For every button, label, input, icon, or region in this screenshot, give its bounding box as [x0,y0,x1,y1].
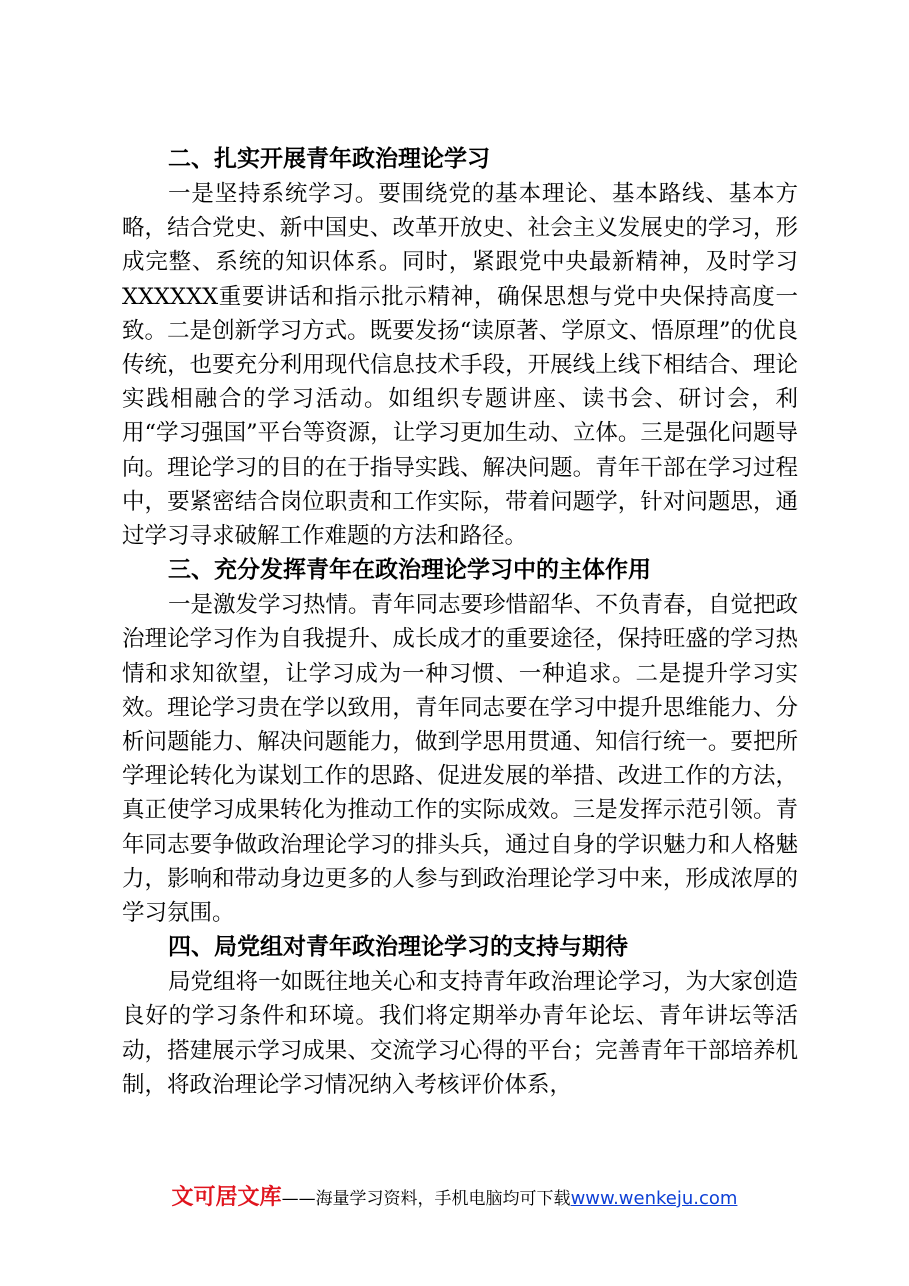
section-heading-4: 四、局党组对青年政治理论学习的支持与期待 [168,934,628,961]
section-paragraph-4: 局党组将一如既往地关心和支持青年政治理论学习，为大家创造良好的学习条件和环境。我们将定期举办青年论坛、青年讲坛等活动，搭建展示学习成果、交流学习心得的平台；完善青年干部培养机制，将政治理论学习情况纳入考核评价体系， [122,969,799,1098]
footer-slogan: ——海量学习资料，手机电脑均可下载 [281,1189,571,1209]
section-heading-2: 二、扎实开展青年政治理论学习 [168,146,490,172]
section-paragraph-2: 一是坚持系统学习。要围绕党的基本理论、基本路线、基本方略，结合党史、新中国史、改革开放史、社会主义发展史的学习，形成完整、系统的知识体系。同时，紧跟党中央最新精神，及时学习XXXXXX重要讲话和指示批示精神，确保思想与党中央保持高度一致。二是创新学习方式。既要发扬“读原著、学原文、悟原理”的优良传统，也要充分利用现代信息技术手段，开展线上线下相结合、理论实践相融合的学习活动。如组织专题讲座、读书会、研讨会，利用“学习强国”平台等资源，让学习更加生动、立体。三是强化问题导向。理论学习的目的在于指导实践、解决问题。青年干部在学习过程中，要紧密结合岗位职责和工作实际，带着问题学，针对问题思，通过学习寻求破解工作难题的方法和路径。 [122,181,798,550]
section-heading-3: 三、充分发挥青年在政治理论学习中的主体作用 [168,557,651,584]
watermark-footer [0,1180,909,1211]
footer-brand: 文可居文库 [171,1185,282,1210]
footer-site-link[interactable]: www.wenkeju.com [570,1188,738,1209]
section-paragraph-3: 一是激发学习热情。青年同志要珍惜韶华、不负青春，自觉把政治理论学习作为自我提升、成长成才的重要途径，保持旺盛的学习热情和求知欲望，让学习成为一种习惯、一种追求。二是提升学习实效。理论学习贵在学以致用，青年同志要在学习中提升思维能力、分析问题能力、解决问题能力，做到学思用贯通、知信行统一。要把所学理论转化为谋划工作的思路、促进发展的举措、改进工作的方法，真正使学习成果转化为推动工作的实际成效。三是发挥示范引领。青年同志要争做政治理论学习的排头兵，通过自身的学识魅力和人格魅力，影响和带动身边更多的人参与到政治理论学习中来，形成浓厚的学习氛围。 [122,592,799,927]
document-body [122,142,798,1102]
